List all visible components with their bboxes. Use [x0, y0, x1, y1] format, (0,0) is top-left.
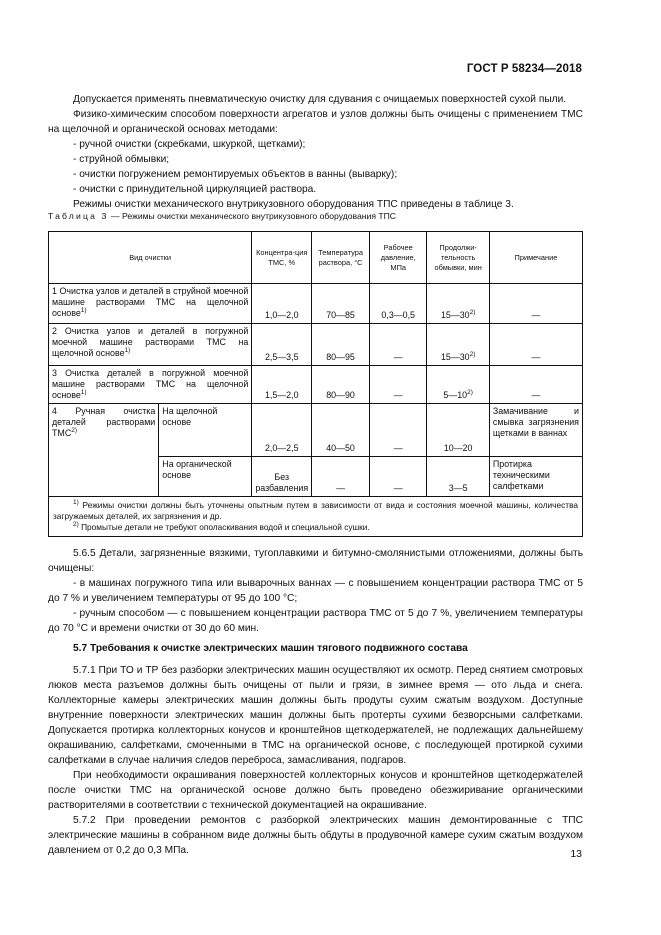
header-note: Примечание [489, 232, 582, 284]
row-type-text: 4 Ручная очистка деталей растворами ТМС [52, 406, 156, 438]
intro-paragraph-3: Режимы очистки механического внутрикузовного оборудования ТПС приведены в таблице 3. [73, 199, 514, 210]
header-pressure: Рабочее давление, МПа [369, 232, 427, 284]
row-pressure: — [369, 457, 427, 497]
paragraph: При необходимости окрашивания поверхностей коллекторных конусов и кронштейнов щеткодержателей после очистки ТМС на органической основе должно быть проведено обезжиривание органическими растворителями в соответствии с технической документацией на окрашивание. [48, 770, 583, 811]
paragraph: 5.7.1 При ТО и ТР без разборки электрических машин осуществляют их осмотр. Перед снятием смотровых люков места разъемов должны быть очищены от пыли и грязи, в зимнее время — ото льда и снега. Коллекторные камеры электрических машин должны быть продуты сухим сжатым воздухом. Доступные внутренние поверхности электрических машин должны быть протерты сухими безворсными салфетками. Допускается протирка коллекторных конусов и кронштейнов щеткодержателей, не подлежащих дальнейшему окрашиванию, салфетками, смоченными в ТМС на органической основе, с последующей протиркой сухими салфетками в случае наличия следов переброса, замасливания, подгаров. [48, 665, 583, 766]
standard-number: ГОСТ Р 58234—2018 [466, 63, 582, 75]
table-caption [48, 211, 396, 221]
row-base: На щелочной основе [159, 404, 252, 457]
footnote-ref: 2) [71, 427, 78, 435]
footnote [53, 500, 578, 522]
paragraph: - ручным способом — с повышением концентрации раствора ТМС от 5 до 7 %, увеличением температуры до 70 °С и времени очистки от 30 до 60 мин. [48, 608, 583, 634]
intro-paragraph-2: Физико-химическим способом поверхности агрегатов и узлов должны быть очищены с применением ТМС на щелочной и органической основах методами: [48, 109, 583, 135]
table-footnotes [49, 497, 583, 537]
row-duration [427, 324, 489, 366]
row-note: Протирка техническими салфетками [489, 457, 582, 497]
cleaning-modes-table [48, 231, 583, 537]
row-duration-text: 15—30 [440, 310, 470, 320]
section-5-6-5 [48, 546, 583, 636]
row-type [49, 366, 252, 404]
row-temperature: 80—90 [312, 366, 370, 404]
method-item: - очистки с принудительной циркуляцией раствора. [73, 184, 317, 195]
section-heading: 5.7 Требования к очистке электрических машин тягового подвижного состава [73, 643, 468, 654]
row-concentration: 1,0—2,0 [252, 284, 312, 324]
row-pressure: 0,3—0,5 [369, 284, 427, 324]
row-type-text: 1 Очистка узлов и деталей в струйной моечной машине растворами ТМС на щелочной основе [52, 286, 249, 318]
footnote-ref: 1) [124, 347, 131, 355]
row-duration [427, 366, 489, 404]
table-row [49, 284, 583, 324]
row-pressure: — [369, 324, 427, 366]
table-caption-text: — Режимы очистки механического внутрикузовного оборудования ТПС [108, 211, 397, 221]
footnote-ref: 1) [80, 389, 87, 397]
section-5-7 [48, 641, 583, 858]
intro-paragraph-1: Допускается применять пневматическую очистку для сдувания с очищаемых поверхностей сухой пыли. [73, 94, 567, 105]
row-duration: 10—20 [427, 404, 489, 457]
header-duration: Продолжи-тельность обмывки, мин [427, 232, 489, 284]
row-pressure: — [369, 404, 427, 457]
footnote-ref: 2) [469, 309, 476, 317]
row-temperature: 80—95 [312, 324, 370, 366]
method-item: - струйной обмывки; [73, 154, 170, 165]
paragraph: 5.7.2 При проведении ремонтов с разборкой электрических машин демонтированные с ТПС электрические машины в собранном виде должны быть обдуты в продувочной камере сухим сжатым воздухом давлением от 0,2 до 0,3 МПа. [48, 815, 583, 856]
row-duration: 3—5 [427, 457, 489, 497]
table-footnotes-row [49, 497, 583, 537]
row-note: — [489, 366, 582, 404]
table-header-row [49, 232, 583, 284]
footnote-mark: 1) [73, 499, 79, 507]
footnote-ref: 1) [80, 307, 87, 315]
row-type [49, 324, 252, 366]
paragraph: - в машинах погружного типа или выварочных ваннах — с повышением концентрации раствора ТМС от 5 до 7 % и увеличением температуры от 95 до 100 °С; [48, 578, 583, 604]
footnote-text: Режимы очистки должны быть уточнены опытным путем в зависимости от вида и состояния моечной машины, количества загружаемых деталей, их загрязнения и др. [53, 500, 578, 521]
row-type-text: 3 Очистка деталей в погружной моечной машине растворами ТМС на щелочной основе [52, 368, 249, 400]
row-concentration: 2,5—3,5 [252, 324, 312, 366]
page-number: 13 [570, 848, 582, 860]
footnote-text: Промытые детали не требуют ополаскивания водой и специальной сушки. [78, 522, 370, 532]
row-note: — [489, 284, 582, 324]
row-duration [427, 284, 489, 324]
row-base: На органической основе [159, 457, 252, 497]
row-type [49, 404, 159, 497]
row-duration-text: 15—30 [440, 352, 470, 362]
method-item: - очистки погружением ремонтируемых объектов в ванны (вываркy); [73, 169, 398, 180]
row-temperature: 40—50 [312, 404, 370, 457]
row-pressure: — [369, 366, 427, 404]
row-concentration: 2,0—2,5 [252, 404, 312, 457]
header-temperature: Температура раствора, °С [312, 232, 370, 284]
row-temperature: — [312, 457, 370, 497]
table-row [49, 324, 583, 366]
row-type [49, 284, 252, 324]
intro-block [48, 92, 583, 212]
footnote-ref: 2) [469, 351, 476, 359]
footnote-mark: 2) [73, 521, 79, 529]
paragraph: 5.6.5 Детали, загрязненные вязкими, тугоплавкими и битумно-смолянистыми отложениями, должны быть очищены: [48, 548, 583, 574]
row-type-text: 2 Очистка узлов и деталей в погружной моечной машине растворами ТМС на щелочной основе [52, 326, 249, 358]
row-concentration: 1,5—2,0 [252, 366, 312, 404]
row-temperature: 70—85 [312, 284, 370, 324]
method-item: - ручной очистки (скребками, шкуркой, щетками); [73, 139, 306, 150]
table-row [49, 404, 583, 457]
header-cleaning-type: Вид очистки [49, 232, 252, 284]
row-note: — [489, 324, 582, 366]
table-row [49, 366, 583, 404]
footnote [53, 522, 578, 533]
header-concentration: Концентра-ция ТМС, % [252, 232, 312, 284]
table-caption-label: Таблица 3 [48, 211, 109, 221]
row-duration-text: 5—10 [443, 390, 468, 400]
footnote-ref: 2) [467, 389, 473, 397]
row-note: Замачивание и смывка загрязнения щетками в ваннах [489, 404, 582, 457]
row-concentration: Без разбавления [252, 457, 312, 497]
